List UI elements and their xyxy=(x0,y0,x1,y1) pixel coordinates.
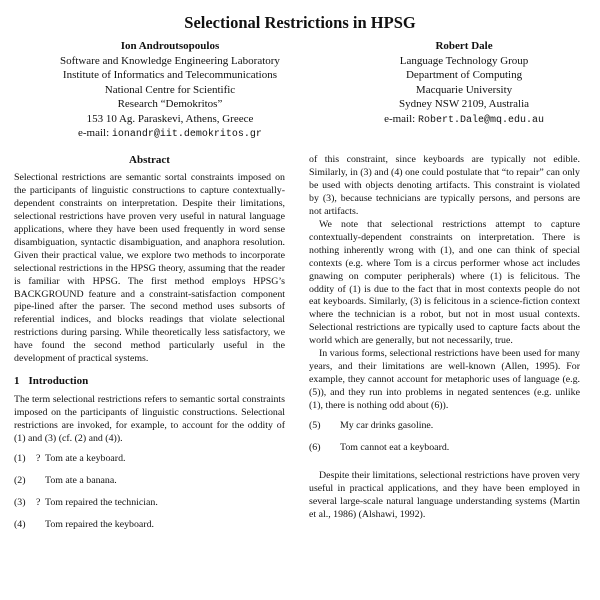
author-1-email-line xyxy=(60,126,280,143)
example-list xyxy=(309,420,580,455)
body-paragraph: We note that selectional restrictions attempt to capture contextually-dependent constraints on interpretation. There is nothing inherently wrong with (1), and one can think of special contexts (e.g. where Tom is a circus performer whose act includes gnawing on computer peripherals) where (1) is felicitous. The oddity of (1) is due to the fact that in most contexts people do not eat keyboards. Similarly, (3) is felicitous in a science-fiction context where the technician is a robot, but not in most usual contexts. Selectional restrictions are typically used to capture facts about the world which are generally, but not necessarily, true. xyxy=(309,218,580,347)
author-1-name: Ion Androutsopoulos xyxy=(120,40,220,52)
author-1-affiliation-line: Software and Knowledge Engineering Laboratory xyxy=(60,54,280,67)
example-item xyxy=(14,519,285,532)
author-2-affiliation-line: Language Technology Group xyxy=(399,54,529,67)
author-2 xyxy=(384,39,544,143)
oddity-mark xyxy=(36,519,45,532)
paper-title: Selectional Restrictions in HPSG xyxy=(184,13,416,32)
author-2-name: Robert Dale xyxy=(435,40,493,52)
author-block-row xyxy=(60,39,544,143)
author-2-affiliation-line: Macquarie University xyxy=(415,83,513,96)
email-label: e-mail: xyxy=(78,127,110,139)
author-1-affiliation-line: Institute of Informatics and Telecommunications xyxy=(62,69,278,81)
author-1-affiliation-line: National Centre for Scientific xyxy=(104,83,236,96)
example-label: (5) xyxy=(309,420,321,432)
example-label: (4) xyxy=(14,518,26,530)
example-label: (3) xyxy=(14,496,26,508)
example-label: (6) xyxy=(309,442,321,454)
example-item xyxy=(14,453,285,466)
author-2-email: Robert.Dale@mq.edu.au xyxy=(417,114,544,126)
author-1-affiliation-line: 153 10 Ag. Paraskevi, Athens, Greece xyxy=(86,112,254,125)
oddity-mark xyxy=(331,442,340,455)
example-text: Tom ate a banana. xyxy=(45,474,117,486)
author-2-email-line xyxy=(384,112,544,129)
author-1-email: ionandr@iit.demokritos.gr xyxy=(111,129,262,140)
author-1-affiliation-line: Research “Demokritos” xyxy=(117,98,223,110)
example-text: Tom repaired the keyboard. xyxy=(45,518,154,530)
left-column xyxy=(14,154,285,541)
section-title: Introduction xyxy=(28,375,89,388)
example-text: My car drinks gasoline. xyxy=(340,420,434,432)
example-item xyxy=(309,442,580,455)
example-item xyxy=(14,497,285,510)
author-2-affiliation-line: Sydney NSW 2109, Australia xyxy=(399,98,530,110)
oddity-mark: ? xyxy=(36,496,41,508)
author-1 xyxy=(60,39,280,143)
example-label: (2) xyxy=(14,474,26,486)
example-text: Tom repaired the technician. xyxy=(45,496,158,508)
email-label: e-mail: xyxy=(384,112,416,125)
section-number: 1 xyxy=(14,375,20,388)
oddity-mark xyxy=(36,475,45,488)
abstract-heading: Abstract xyxy=(129,154,170,166)
body-paragraph: Despite their limitations, selectional restrictions have proven very useful in practical applications, and they have been employed in several large-scale natural language understanding systems (Martin et al., 1986) (Alshawi, 1992). xyxy=(309,469,580,520)
abstract-text: Selectional restrictions are semantic sortal constraints imposed on the participants of linguistic constructions to capture contextually-dependent constraints on interpretation. Despite their limitations, selectional restrictions have proven very useful in natural language applications, where they have been used frequently in word sense disambiguation, syntactic disambiguation, and anaphora resolution. Given their practical value, we explore two methods to incorporate selectional restrictions in the HPSG theory, assuming that the reader is familiar with HPSG. The first method employs HPSG’s BACKGROUND feature and a constraint-satisfaction component pipe-lined after the parser. The second method uses subsorts of referential indices, and blocks readings that violate selectional restrictions during parsing. While theoretically less satisfactory, we have found the second method particularly useful in the development of practical systems. xyxy=(14,171,285,365)
body-paragraph: In various forms, selectional restrictions have been used for many years, and their limitations are well-known (Allen, 1995). For example, they cannot account for metaphoric uses of language (e.g. (5)), and they run into problems in negated sentences (e.g. unlike (1), there is nothing odd about (6)). xyxy=(309,348,580,412)
right-column xyxy=(309,154,580,522)
example-list xyxy=(14,453,285,532)
intro-paragraph: The term selectional restrictions refers to semantic sortal constraints imposed on the participants of linguistic constructions. Selectional restrictions are invoked, for example, to account for the oddity of (1) and (3) (cf. (2) and (4)). xyxy=(14,394,285,445)
oddity-mark: ? xyxy=(36,453,41,465)
example-label: (1) xyxy=(14,453,26,465)
example-item xyxy=(14,475,285,488)
oddity-mark xyxy=(331,420,340,433)
example-text: Tom cannot eat a keyboard. xyxy=(340,442,450,454)
body-paragraph: of this constraint, since keyboards are typically not edible. Similarly, in (3) and (4) one could postulate that “to repair” can only be used with objects denoting artifacts. This constraint is violated by (3), because technicians are typically persons, and persons are not artifacts. xyxy=(309,154,580,217)
section-heading-introduction xyxy=(14,375,285,388)
example-text: Tom ate a keyboard. xyxy=(45,453,126,465)
example-item xyxy=(309,420,580,433)
author-2-affiliation-line: Department of Computing xyxy=(405,69,523,81)
